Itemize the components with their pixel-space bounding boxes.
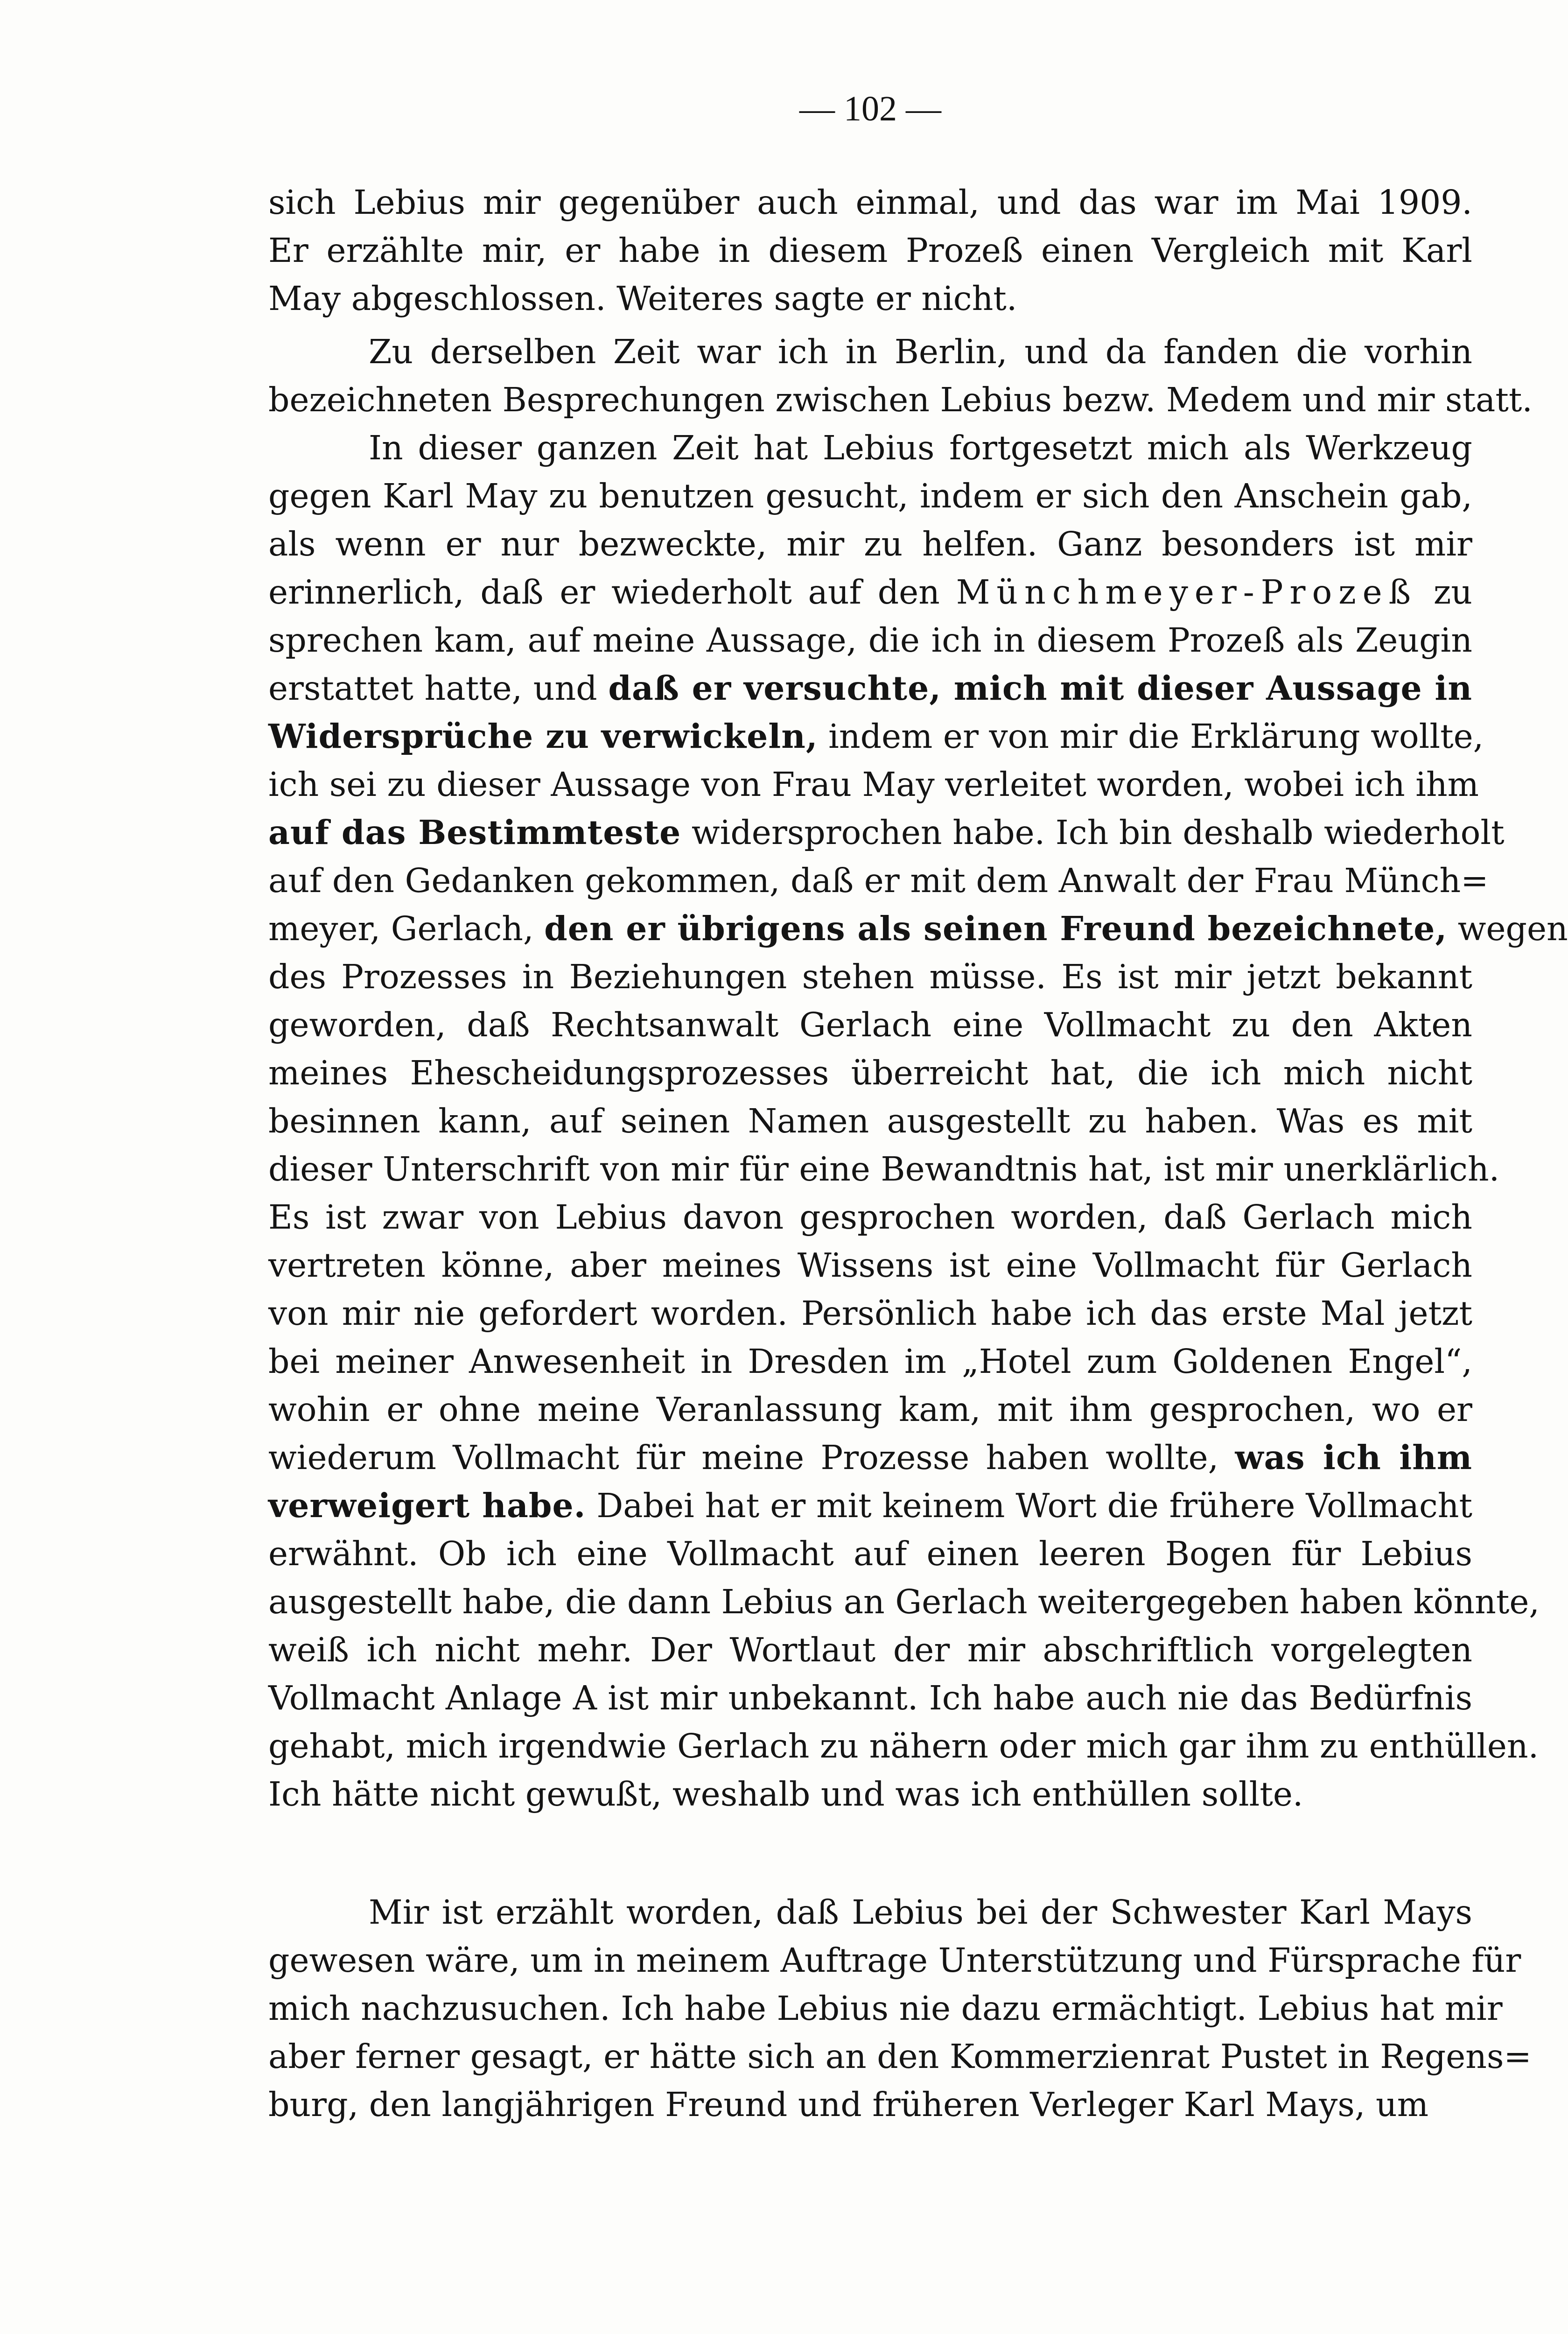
text-line <box>268 178 1472 226</box>
text-segment: aber ferner gesagt, er hätte sich an den Kommerzienrat Pustet in Regens= <box>268 2037 1532 2076</box>
text-segment: geworden, daß Rechtsanwalt Gerlach eine Vollmacht zu den Akten <box>268 1005 1472 1044</box>
paragraph <box>268 328 1533 424</box>
paragraph <box>268 178 1472 323</box>
emphasized-text: den er übrigens als seinen Freund bezeichnete, <box>544 909 1448 948</box>
text-segment: Zu derselben Zeit war ich in Berlin, und da fanden die vorhin <box>369 332 1472 371</box>
text-line <box>268 472 1472 520</box>
text-line <box>268 1770 1472 1818</box>
text-segment: Dabei hat er mit keinem Wort die frühere Vollmacht <box>586 1486 1472 1525</box>
text-segment: bezeichneten Besprechungen zwischen Lebius bezw. Medem und mir statt. <box>268 380 1533 419</box>
text-segment: wohin er ohne meine Veranlassung kam, mit ihm gesprochen, wo er <box>268 1390 1472 1429</box>
text-segment: meines Ehescheidungsprozesses überreicht hat, die ich mich nicht <box>268 1054 1472 1092</box>
text-segment: gegen Karl May zu benutzen gesucht, indem er sich den Anschein gab, <box>268 477 1472 515</box>
text-segment: May abgeschlossen. Weiteres sagte er nicht. <box>268 279 1017 318</box>
paragraph <box>268 424 1568 1818</box>
text-segment: sprechen kam, auf meine Aussage, die ich in diesem Prozeß als Zeugin <box>268 621 1472 660</box>
text-line <box>268 1049 1472 1097</box>
text-line <box>268 1984 1503 2032</box>
text-segment: In dieser ganzen Zeit hat Lebius fortgesetzt mich als Werkzeug <box>369 429 1472 467</box>
text-line <box>268 1337 1472 1385</box>
text-line <box>268 1193 1472 1241</box>
text-segment: burg, den langjährigen Freund und früheren Verleger Karl Mays, um <box>268 2085 1429 2124</box>
text-line <box>268 616 1472 664</box>
text-segment: weiß ich nicht mehr. Der Wortlaut der mir abschriftlich vorgelegten <box>268 1631 1472 1669</box>
text-line <box>268 328 1472 376</box>
text-line <box>268 1434 1472 1482</box>
text-line <box>268 1385 1472 1434</box>
text-line <box>268 2081 1472 2129</box>
text-line <box>268 1674 1472 1722</box>
emphasized-text: verweigert habe. <box>268 1486 586 1525</box>
text-line <box>268 520 1472 568</box>
text-line <box>268 274 1472 323</box>
text-line <box>268 2032 1532 2081</box>
text-segment: erinnerlich, daß er wiederholt auf den <box>268 573 956 612</box>
text-line <box>268 568 1472 616</box>
text-line <box>268 953 1472 1001</box>
text-line <box>268 1888 1472 1936</box>
paragraph <box>268 1888 1532 2129</box>
text-line <box>268 664 1472 712</box>
text-line <box>268 1145 1500 1193</box>
text-segment: Mir ist erzählt worden, daß Lebius bei der Schwester Karl Mays <box>369 1893 1472 1932</box>
text-line <box>268 857 1489 905</box>
text-segment: ich sei zu dieser Aussage von Frau May verleitet worden, wobei ich ihm <box>268 765 1479 804</box>
page-number: — 102 — <box>799 89 941 128</box>
text-segment: bei meiner Anwesenheit in Dresden im „Hotel zum Goldenen Engel“, <box>268 1342 1472 1381</box>
text-segment: gewesen wäre, um in meinem Auftrage Unterstützung und Fürsprache für <box>268 1941 1521 1980</box>
text-segment: meyer, Gerlach, <box>268 909 545 948</box>
text-line <box>268 808 1505 857</box>
text-segment: wegen <box>1447 909 1568 948</box>
text-segment: mich nachzusuchen. Ich habe Lebius nie dazu ermächtigt. Lebius hat mir <box>268 1989 1503 2028</box>
text-segment: erwähnt. Ob ich eine Vollmacht auf einen leeren Bogen für Lebius <box>268 1534 1472 1573</box>
text-line <box>268 905 1568 953</box>
text-segment: sich Lebius mir gegenüber auch einmal, und das war im Mai 1909. <box>268 183 1472 222</box>
book-page <box>268 0 1568 2334</box>
text-line <box>268 1482 1472 1530</box>
text-segment: erstattet hatte, und <box>268 669 609 708</box>
text-segment: widersprochen habe. Ich bin deshalb wiederholt <box>681 813 1505 852</box>
text-segment: des Prozesses in Beziehungen stehen müsse. Es ist mir jetzt bekannt <box>268 957 1472 996</box>
text-line <box>268 376 1533 424</box>
text-line <box>268 1001 1472 1049</box>
text-line <box>268 1241 1472 1289</box>
emphasized-text: auf das Bestimmteste <box>268 813 681 852</box>
text-line <box>268 1578 1540 1626</box>
text-line <box>268 712 1484 760</box>
text-segment: als wenn er nur bezweckte, mir zu helfen. Ganz besonders ist mir <box>268 525 1472 563</box>
text-segment: dieser Unterschrift von mir für eine Bewandtnis hat, ist mir unerklärlich. <box>268 1150 1500 1188</box>
text-segment: Er erzählte mir, er habe in diesem Prozeß einen Vergleich mit Karl <box>268 231 1472 270</box>
text-line <box>268 1097 1472 1145</box>
text-line <box>268 424 1472 472</box>
text-segment: wiederum Vollmacht für meine Prozesse haben wollte, <box>268 1438 1235 1477</box>
text-segment: Vollmacht Anlage A ist mir unbekannt. Ich habe auch nie das Bedürfnis <box>268 1679 1472 1717</box>
text-line <box>268 1289 1472 1337</box>
text-line <box>268 1530 1472 1578</box>
text-segment: indem er von mir die Erklärung wollte, <box>818 717 1484 756</box>
text-segment: Ich hätte nicht gewußt, weshalb und was ich enthüllen sollte. <box>268 1775 1303 1814</box>
text-segment: Es ist zwar von Lebius davon gesprochen worden, daß Gerlach mich <box>268 1198 1472 1237</box>
emphasized-text: daß er versuchte, mich mit dieser Aussage in <box>608 668 1472 708</box>
text-line <box>268 1936 1521 1984</box>
text-segment: gehabt, mich irgendwie Gerlach zu nähern oder mich gar ihm zu enthüllen. <box>268 1727 1539 1765</box>
text-segment: zu <box>1417 573 1473 612</box>
text-segment: besinnen kann, auf seinen Namen ausgestellt zu haben. Was es mit <box>268 1102 1472 1140</box>
text-line <box>268 226 1472 274</box>
spaced-text: Münchmeyer-Prozeß <box>956 573 1418 612</box>
text-segment: vertreten könne, aber meines Wissens ist eine Vollmacht für Gerlach <box>268 1246 1472 1285</box>
text-segment: von mir nie gefordert worden. Persönlich habe ich das erste Mal jetzt <box>268 1294 1472 1333</box>
emphasized-text: Widersprüche zu verwickeln, <box>268 717 818 756</box>
text-line <box>268 1626 1472 1674</box>
text-segment: ausgestellt habe, die dann Lebius an Gerlach weitergegeben haben könnte, <box>268 1582 1540 1621</box>
text-line <box>268 1722 1539 1770</box>
text-line <box>268 760 1479 808</box>
text-segment: auf den Gedanken gekommen, daß er mit dem Anwalt der Frau Münch= <box>268 861 1489 900</box>
emphasized-text: was ich ihm <box>1235 1438 1472 1477</box>
